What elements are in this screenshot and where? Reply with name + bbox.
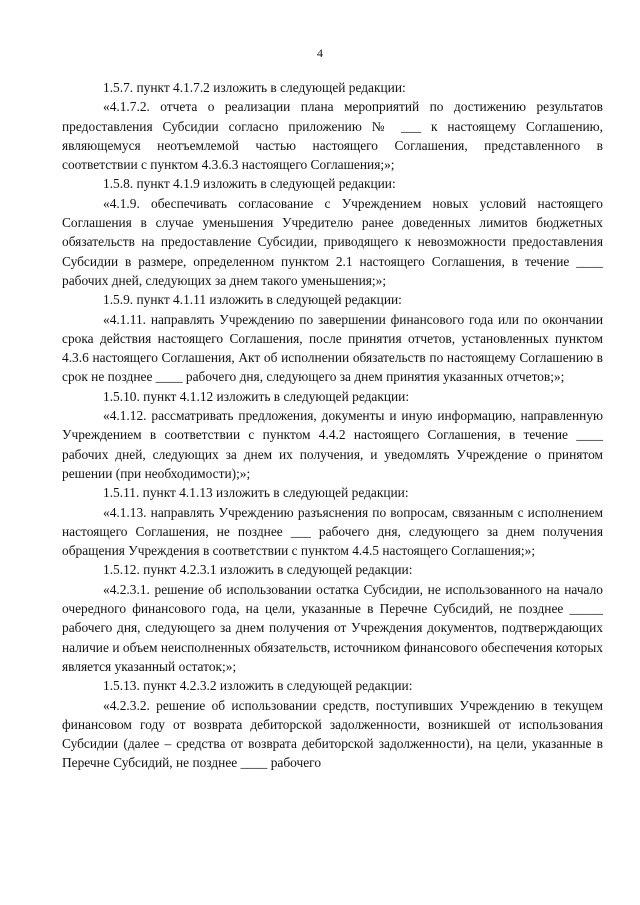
paragraph-4-1-7-2: «4.1.7.2. отчета о реализации плана мероприятий по достижению результатов предоставления Субсидии согласно приложению № ___ к настоящему Соглашению, являющемуся неотъемлемой частью настоящего Соглашения, представленного в соответствии с пунктом 4.3.6.3 настоящего Соглашения;»; xyxy=(62,99,603,173)
paragraph-1-5-12: 1.5.12. пункт 4.2.3.1 изложить в следующей редакции: xyxy=(103,562,413,578)
page-number: 4 xyxy=(317,46,323,60)
paragraph-1-5-9: 1.5.9. пункт 4.1.11 изложить в следующей редакции: xyxy=(103,292,402,308)
paragraph-4-1-9: «4.1.9. обеспечивать согласование с Учреждением новых условий настоящего Соглашения в случае уменьшения Учредителю ранее доведенных лимитов бюджетных обязательств на предоставление Субсидии, приводящего к невозможности предоставления Субсидии в размере, определенном пунктом 2.1 настоящего Соглашения, в течение ____ рабочих дней, следующих за днем такого уменьшения;»; xyxy=(62,195,603,288)
paragraph-4-1-13: «4.1.13. направлять Учреждению разъяснения по вопросам, связанным с исполнением настоящего Соглашения, не позднее ___ рабочего дня, следующего за днем получения обращения Учреждения в соответствии с пунктом 4.4.5 настоящего Соглашения;»; xyxy=(62,504,603,559)
paragraph-1-5-10: 1.5.10. пункт 4.1.12 изложить в следующей редакции: xyxy=(103,388,410,404)
paragraph-1-5-13: 1.5.13. пункт 4.2.3.2 изложить в следующей редакции: xyxy=(103,678,413,694)
paragraph-4-1-11: «4.1.11. направлять Учреждению по завершении финансового года или по окончании срока действия настоящего Соглашения, после принятия отчетов, установленных пунктом 4.3.6 настоящего Соглашения, Акт об исполнении обязательств по настоящему Соглашению в срок не позднее ____ рабочего дня, следующего за днем принятия указанных отчетов;»; xyxy=(62,311,603,385)
paragraph-1-5-8: 1.5.8. пункт 4.1.9 изложить в следующей редакции: xyxy=(103,176,396,192)
paragraph-4-2-3-2: «4.2.3.2. решение об использовании средств, поступивших Учреждению в текущем финансовом году от возврата дебиторской задолженности, возникшей от использования Субсидии (далее – средства от возврата дебиторской задолженности), на цели, указанные в Перечне Субсидий, не позднее ____ рабочего xyxy=(62,697,603,771)
paragraph-1-5-7: 1.5.7. пункт 4.1.7.2 изложить в следующей редакции: xyxy=(103,80,406,95)
paragraph-4-2-3-1: «4.2.3.1. решение об использовании остатка Субсидии, не использованного на начало очередного финансового года, на цели, указанные в Перечне Субсидий, не позднее _____ рабочего дня, следующего за днем получения от Учреждения документов, подтверждающих наличие и объем неисполненных обязательств, источником финансового обеспечения которых является указанный остаток;»; xyxy=(62,581,603,674)
paragraph-1-5-11: 1.5.11. пункт 4.1.13 изложить в следующей редакции: xyxy=(103,485,409,501)
paragraph-4-1-12: «4.1.12. рассматривать предложения, документы и иную информацию, направленную Учреждением в соответствии с пунктом 4.4.2 настоящего Соглашения, в течение ____ рабочих дней, следующих за днем их получения, и уведомлять Учреждение о принятом решении (при необходимости);»; xyxy=(62,408,603,481)
document-body xyxy=(62,78,603,773)
